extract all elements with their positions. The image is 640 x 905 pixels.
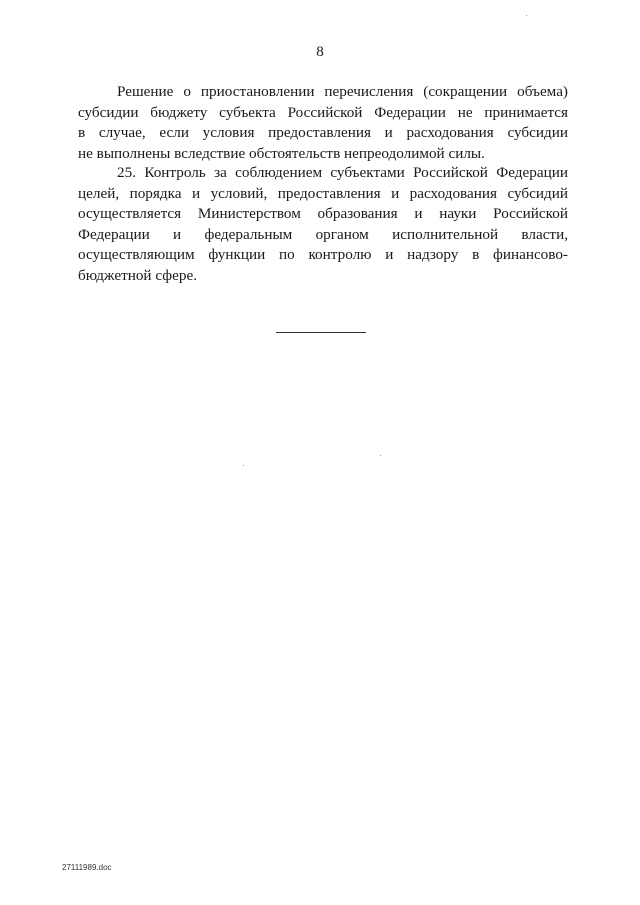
paragraph-2-line-3: осуществляется Министерством образования и науки Российской — [78, 205, 568, 222]
paragraph-1-line-4: не выполнены вследствие обстоятельств непреодолимой силы. — [78, 144, 485, 162]
section-divider — [276, 332, 366, 333]
paragraph-1-line-1: Решение о приостановлении перечисления (сокращении объема) — [117, 83, 568, 100]
scan-speck — [380, 455, 381, 456]
page-number: 8 — [316, 44, 324, 60]
paragraph-1 — [78, 82, 568, 164]
paragraph-2-line-6: бюджетной сфере. — [78, 266, 197, 284]
paragraph-2-line-4: Федерации и федеральным органом исполнительной власти, — [78, 225, 568, 243]
paragraph-1-line-2: субсидии бюджету субъекта Российской Федерации не принимается — [78, 103, 568, 121]
document-filename: 27111989.doc — [62, 863, 112, 872]
paragraph-2 — [78, 163, 568, 286]
paragraph-2-line-1: 25. Контроль за соблюдением субъектами Российской Федерации — [117, 164, 568, 181]
scan-speck — [243, 465, 244, 466]
paragraph-2-line-5: осуществляющим функции по контролю и надзору в финансово- — [78, 246, 568, 263]
paragraph-1-line-3: в случае, если условия предоставления и расходования субсидии — [78, 124, 568, 141]
scan-speck — [526, 15, 527, 16]
paragraph-2-line-2: целей, порядка и условий, предоставления и расходования субсидий — [78, 184, 568, 202]
